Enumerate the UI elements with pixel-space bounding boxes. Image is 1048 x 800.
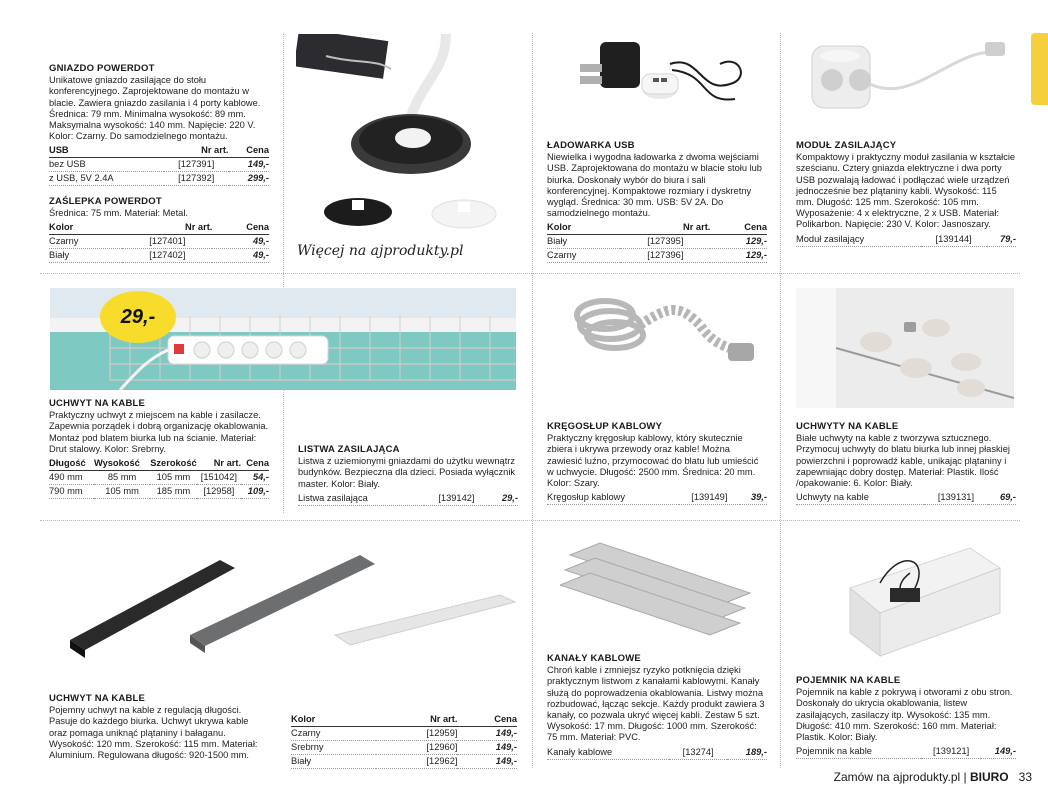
product-title: ŁADOWARKA USB — [547, 140, 635, 151]
article-number: [127402] — [122, 249, 212, 263]
price-badge: 29,- — [100, 291, 176, 343]
price: 69,- — [988, 491, 1016, 505]
width: 105 mm — [150, 471, 197, 485]
article-number: [12962] — [376, 755, 457, 769]
article-number: [139149] — [679, 491, 740, 505]
column-divider — [780, 33, 781, 768]
article-number: [127396] — [620, 249, 710, 263]
product-title: MODUŁ ZASILAJĄCY — [796, 140, 897, 151]
cable-clips-photo — [796, 288, 1014, 408]
product-title: GNIAZDO POWERDOT — [49, 63, 155, 74]
variant-name: Listwa zasilająca — [298, 492, 424, 506]
product-description: Praktyczny kręgosłup kablowy, który skutecznie zbiera i ukrywa przewody oraz kable! Można zawiesić luźno, przymocować do blatu lub umieścić w uchwycie. Długość: 2500 mm. Średnica: 20 mm. Kolor: Szary. — [547, 433, 759, 489]
product-zaslepka — [49, 196, 269, 263]
col-header: Nr art. — [164, 144, 228, 158]
row-divider — [40, 273, 1020, 274]
article-number: [139121] — [921, 745, 981, 759]
table-row — [796, 233, 1016, 247]
table-row — [547, 235, 767, 249]
table-row — [291, 755, 517, 769]
variant-name: Biały — [291, 755, 376, 769]
price-table — [547, 221, 767, 263]
price: 79,- — [987, 233, 1016, 247]
variant-name: Czarny — [547, 249, 620, 263]
length: 490 mm — [49, 471, 94, 485]
cable-spine-photo — [560, 285, 770, 375]
product-ladowarka — [547, 140, 767, 263]
col-header: Nr art. — [197, 457, 241, 471]
product-title: LISTWA ZASILAJĄCA — [298, 444, 400, 455]
product-description: Białe uchwyty na kable z tworzywa sztucznego. Przymocuj uchwyty do blatu biurka lub innej płaskiej powierzchni i poprowadź kable, unikając plątaniny i zapewniając dobry dostęp. Materiał: Plastik. Ilość /opakowanie: 6. Kolor: Biały. — [796, 433, 1010, 489]
height: 85 mm — [94, 471, 150, 485]
col-header: Cena — [229, 144, 270, 158]
price: 54,- — [241, 471, 269, 485]
price-table — [291, 713, 517, 769]
table-row — [796, 745, 1016, 759]
price-table — [49, 144, 269, 186]
product-pojemnik — [796, 675, 1016, 759]
col-header: Cena — [241, 457, 269, 471]
col-header: Cena — [457, 713, 517, 727]
product-title: KRĘGOSŁUP KABLOWY — [547, 421, 663, 432]
variant-name: Czarny — [291, 727, 376, 741]
table-row — [49, 172, 269, 186]
table-row — [291, 741, 517, 755]
col-header: Nr art. — [122, 221, 212, 235]
table-row — [547, 746, 767, 760]
page-number: 33 — [1018, 770, 1032, 784]
col-header: Kolor — [291, 713, 376, 727]
row-divider — [40, 520, 1020, 521]
table-row — [547, 249, 767, 263]
table-row — [291, 727, 517, 741]
product-uchwyt-druciany — [49, 398, 269, 499]
price-table — [796, 233, 1016, 247]
article-number: [139131] — [924, 491, 988, 505]
col-header: Szerokość — [150, 457, 197, 471]
table-row — [49, 235, 269, 249]
col-header: Kolor — [49, 221, 122, 235]
price-table — [49, 221, 269, 263]
price: 149,- — [457, 741, 517, 755]
price: 49,- — [212, 235, 269, 249]
price: 29,- — [489, 492, 518, 506]
price: 39,- — [740, 491, 767, 505]
col-header: Wysokość — [94, 457, 150, 471]
table-row — [49, 485, 269, 499]
product-description: Niewielka i wygodna ładowarka z dwoma wejściami USB. Zaprojektowana do montażu w blacie stołu lub biurka. Doskonały wybór do biura i sali konferencyjnej. Kompaktowe rozmiary i dyskretny wygląd. Średnica: 30 mm. USB: 5V 2A. Do samodzielnego montażu. — [547, 152, 762, 219]
length: 790 mm — [49, 485, 94, 499]
product-description: Pojemny uchwyt na kable z regulacją długości. Pasuje do każdego biurka. Uchwyt ukrywa kable oraz pomaga uniknąć plątaniny i bałaganu. Wysokość: 120 mm. Szerokość: 115 mm. Materiał: Aluminium. Regulowana długość: 920-1500 mm. — [49, 705, 258, 761]
column-divider — [532, 33, 533, 768]
product-modul — [796, 140, 1016, 247]
price-table — [298, 492, 518, 506]
page-footer — [834, 770, 1032, 784]
product-title: UCHWYT NA KABLE — [49, 693, 146, 704]
product-kregoslup — [547, 421, 767, 505]
price: 49,- — [212, 249, 269, 263]
col-header: Kolor — [547, 221, 620, 235]
white-cable-tray-photo — [330, 590, 530, 660]
width: 185 mm — [150, 485, 197, 499]
variant-name: bez USB — [49, 158, 164, 172]
powerdot-photo — [296, 34, 516, 234]
price-table — [49, 457, 269, 499]
price-table — [547, 746, 767, 760]
article-number: [13274] — [669, 746, 727, 760]
variant-name: Czarny — [49, 235, 122, 249]
table-row — [796, 491, 1016, 505]
table-row — [49, 471, 269, 485]
article-number: [127392] — [164, 172, 228, 186]
height: 105 mm — [94, 485, 150, 499]
price: 129,- — [710, 249, 767, 263]
price: 149,- — [457, 755, 517, 769]
table-row — [298, 492, 518, 506]
charger-photo — [560, 34, 760, 134]
price-table — [796, 491, 1016, 505]
product-title: POJEMNIK NA KABLE — [796, 675, 901, 686]
product-description: Listwa z uziemionymi gniazdami do użytku wewnątrz budynków. Bezpieczna dla dzieci. Posiada wyłącznik master. Kolor: Biały. — [298, 456, 516, 489]
article-number: [127401] — [122, 235, 212, 249]
product-title: KANAŁY KABLOWE — [547, 653, 641, 664]
article-number: [127391] — [164, 158, 228, 172]
product-description: Kompaktowy i praktyczny moduł zasilania w kształcie sześcianu. Cztery gniazda elektryczne i dwa porty USB pozwalają ładować i podłączać wiele urządzeń jednocześnie bez plątaniny kabli. Wysokość: 115 mm. Długość: 125 mm. Szerokość: 105 mm. Wyposażenie: 4 x elektryczne, 2 x USB. Materiał: Polikarbon. Napięcie: 230 V. Kolor: Jasnoszary. — [796, 152, 1016, 230]
price: 189,- — [727, 746, 767, 760]
power-module-photo — [800, 34, 1015, 134]
product-title: UCHWYTY NA KABLE — [796, 421, 899, 432]
article-number: [139144] — [921, 233, 987, 247]
product-uchwyt-aluminium — [49, 693, 269, 761]
price-table — [547, 491, 767, 505]
section-name: BIURO — [969, 770, 1009, 784]
price: 129,- — [710, 235, 767, 249]
product-gniazdo — [49, 63, 269, 186]
product-description: Chroń kable i zmniejsz ryzyko potknięcia dzięki praktycznym listwom z kanałami kablowymi. Kanały służą do poprowadzenia okablowania. Listwy można rozbudować, łącząc sekcje. Każdy produkt zawiera 3 kanały, co pozwala ukryć więcej kabli. Zestaw 5 szt. Wysokość: 17 mm. Długość: 1000 mm. Szerokość: 75 mm. Materiał: PVC. — [547, 665, 765, 743]
variant-name: Biały — [547, 235, 620, 249]
table-row — [49, 249, 269, 263]
footer-link[interactable]: Zamów na ajprodukty.pl | — [833, 770, 970, 784]
product-description: Średnica: 75 mm. Materiał: Metal. — [49, 208, 188, 219]
product-description: Pojemnik na kable z pokrywą i otworami z obu stron. Doskonały do ukrycia okablowania, listew zasilających, zasilaczy itp. Wysokość: 135 mm. Długość: 410 mm. Szerokość: 160 mm. Materiał: Plastik. Kolor: Biały. — [796, 687, 1013, 743]
product-kanaly — [547, 653, 767, 760]
article-number: [12959] — [376, 727, 457, 741]
price: 149,- — [229, 158, 270, 172]
col-header: Cena — [710, 221, 767, 235]
col-header: Nr art. — [376, 713, 457, 727]
table-row — [49, 158, 269, 172]
product-title: UCHWYT NA KABLE — [49, 398, 146, 409]
article-number: [12960] — [376, 741, 457, 755]
variant-name: Kręgosłup kablowy — [547, 491, 679, 505]
col-header: Cena — [212, 221, 269, 235]
col-header: Długość — [49, 457, 94, 471]
price: 149,- — [457, 727, 517, 741]
price-table — [796, 745, 1016, 759]
article-number: [151042] — [197, 471, 241, 485]
product-description: Unikatowe gniazdo zasilające do stołu konferencyjnego. Zaprojektowane do montażu w blacie. Zawiera gniazdo zasilania i 4 porty kablowe. Średnica: 79 mm. Minimalna wysokość: 89 mm. Maksymalna wysokość: 140 mm. Napięcie: 220 V. Kolor: Czarny. Do samodzielnego montażu. — [49, 75, 261, 142]
variant-name: z USB, 5V 2.4A — [49, 172, 164, 186]
price: 109,- — [241, 485, 269, 499]
table-row — [547, 491, 767, 505]
more-info-link[interactable]: Więcej na ajprodukty.pl — [297, 243, 464, 259]
article-number: [12958] — [197, 485, 241, 499]
variant-name: Uchwyty na kable — [796, 491, 924, 505]
price: 299,- — [229, 172, 270, 186]
col-header: Nr art. — [620, 221, 710, 235]
variant-name: Moduł zasilający — [796, 233, 921, 247]
variant-name: Pojemnik na kable — [796, 745, 921, 759]
article-number: [139142] — [424, 492, 489, 506]
product-title: ZAŚLEPKA POWERDOT — [49, 196, 162, 207]
variant-name: Srebrny — [291, 741, 376, 755]
product-description: Praktyczny uchwyt z miejscem na kable i zasilacze. Zapewnia porządek i dobrą organizację okablowania. Montaż pod blatem biurka lub na ścianie. Materiał: Drut stalowy. Kolor: Srebrny. — [49, 410, 269, 454]
product-uchwyty — [796, 421, 1016, 505]
cable-box-photo — [820, 528, 1010, 658]
section-tab — [1031, 33, 1048, 105]
product-listwa — [298, 444, 518, 506]
variant-name: Kanały kablowe — [547, 746, 669, 760]
variant-name: Biały — [49, 249, 122, 263]
col-header: USB — [49, 144, 164, 158]
cable-channels-photo — [560, 535, 760, 640]
article-number: [127395] — [620, 235, 710, 249]
uchwyt-aluminium-price-table — [291, 711, 517, 769]
price: 149,- — [981, 745, 1016, 759]
